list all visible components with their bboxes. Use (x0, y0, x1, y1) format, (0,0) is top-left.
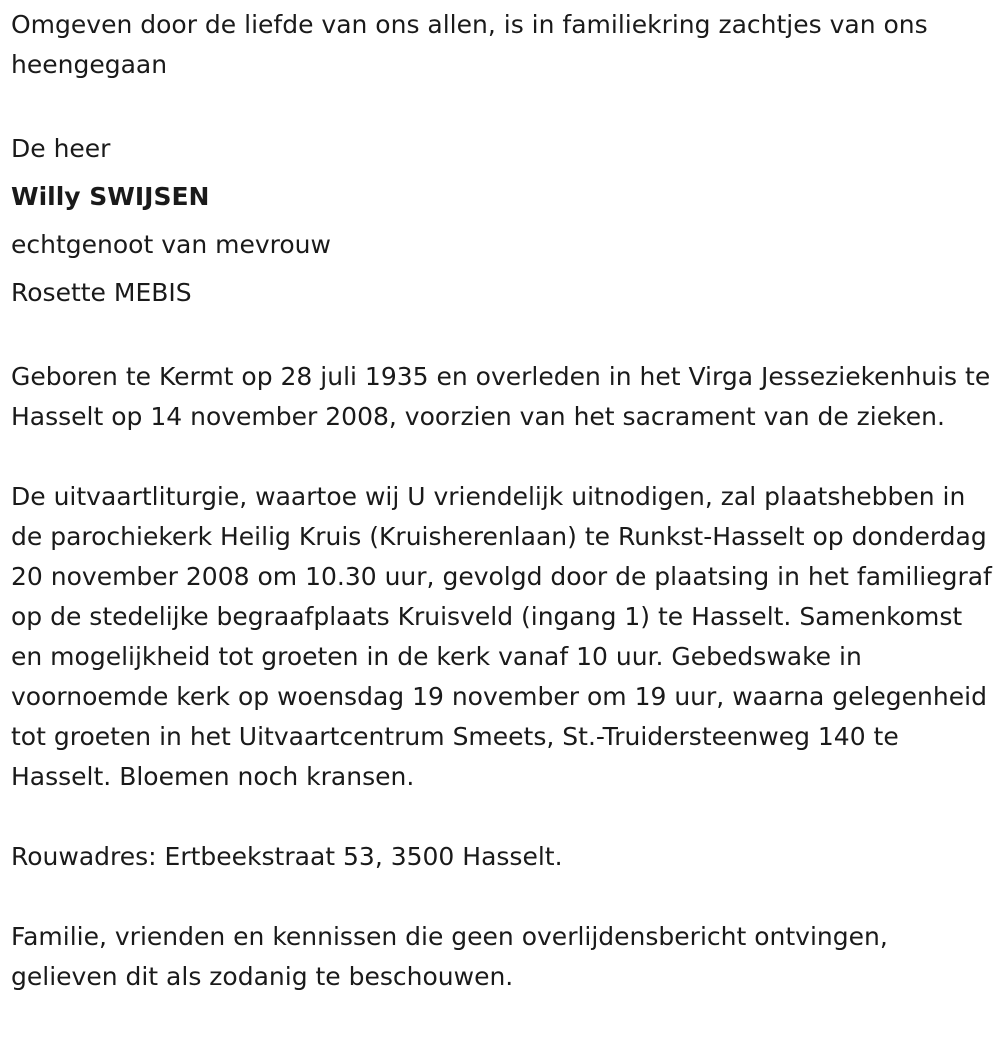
spacer (11, 437, 996, 477)
spouse-name: Rosette MEBIS (11, 278, 192, 307)
spacer (11, 85, 996, 125)
intro-text: Omgeven door de liefde van ons allen, is in familiekring zachtjes van ons heengegaan (11, 10, 928, 79)
name-block (11, 125, 996, 317)
spacer (11, 877, 996, 917)
spacer (11, 797, 996, 837)
closing-text: Familie, vrienden en kennissen die geen overlijdensbericht ontvingen, gelieven dit als zodanig te beschouwen. (11, 922, 888, 991)
birth-death-text: Geboren te Kermt op 28 juli 1935 en overleden in het Virga Jesseziekenhuis te Hasselt op 14 november 2008, voorzien van het sacrament van de zieken. (11, 362, 991, 431)
salutation: De heer (11, 134, 111, 163)
funeral-text: De uitvaartliturgie, waartoe wij U vriendelijk uitnodigen, zal plaatshebben in de parochiekerk Heilig Kruis (Kruisherenlaan) te Runkst-Hasselt op donderdag 20 november 2008 om 10.30 uur, gevolgd door de plaatsing in het familiegraf op de stedelijke begraafplaats Kruisveld (ingang 1) te Hasselt. Samenkomst en mogelijkheid tot groeten in de kerk vanaf 10 uur. Gebedswake in voornoemde kerk op woensdag 19 november om 19 uur, waarna gelegenheid tot groeten in het Uitvaartcentrum Smeets, St.-Truidersteenweg 140 te Hasselt. Bloemen noch kransen. (11, 482, 992, 791)
deceased-name: Willy SWIJSEN (11, 182, 210, 211)
mourning-address: Rouwadres: Ertbeekstraat 53, 3500 Hasselt. (11, 842, 563, 871)
death-notice (11, 5, 996, 997)
spacer (11, 317, 996, 357)
spouse-relation: echtgenoot van mevrouw (11, 230, 331, 259)
